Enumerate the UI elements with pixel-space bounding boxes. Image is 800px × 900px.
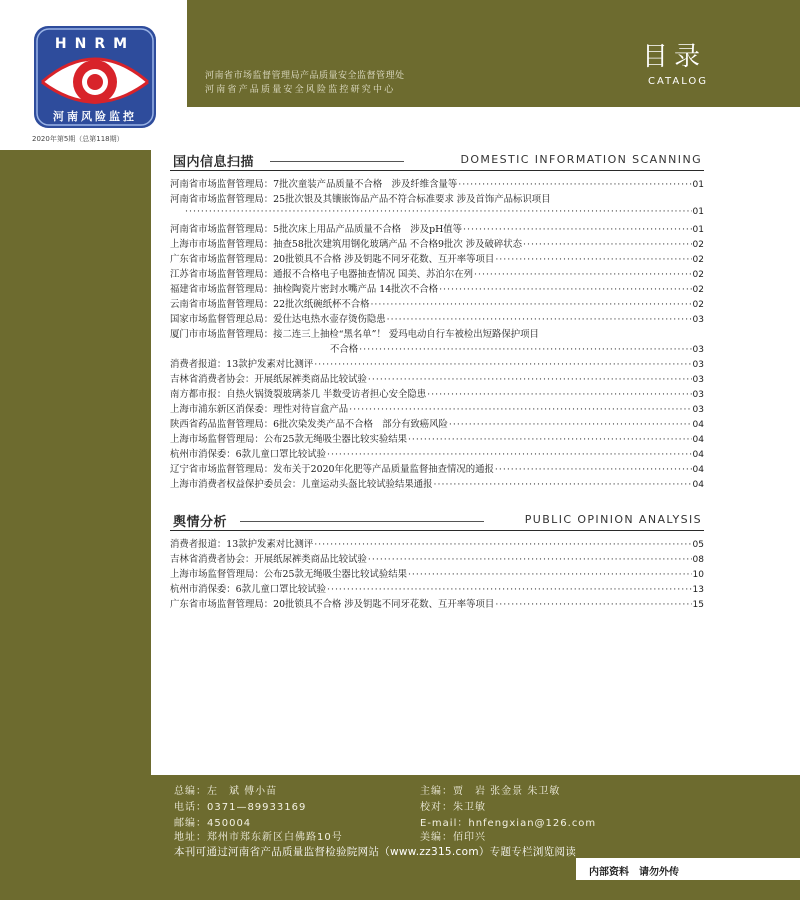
toc-entry-source: 福建省市场监督管理局： [170, 284, 274, 295]
toc-entry-title: 20批锁具不合格 涉及钥匙不同牙花数、互开率等项目 [273, 254, 495, 265]
section-title-cn: 国内信息扫描 [173, 155, 255, 170]
leader-dots [495, 599, 691, 610]
toc-entry-source: 南方都市报： [170, 389, 227, 400]
toc-entry-page: 04 [692, 465, 704, 475]
toc-list-domestic [170, 176, 704, 491]
issue-number: 2020年第5期（总第118期） [32, 135, 124, 143]
leader-dots [449, 419, 692, 430]
editor-in-chief: 总编：左 斌 傅小苗 [174, 786, 278, 797]
toc-entry-page: 02 [692, 240, 704, 250]
toc-entry-page: 03 [692, 390, 704, 400]
toc-entry-page: 02 [692, 300, 704, 310]
leader-dots [359, 344, 691, 355]
toc-entry-source: 陕西省药品监督管理局： [170, 419, 274, 430]
leader-dots [370, 299, 691, 310]
leader-dots [314, 359, 691, 370]
section-opinion [170, 510, 704, 611]
toc-entry-title: 自热火锅烫裂玻璃茶几 半数受访者担心安全隐患 [226, 389, 427, 400]
toc-entry-title: 爱仕达电热水壶存烫伤隐患 [273, 314, 386, 325]
internal-notice: 内部资料 请勿外传 [589, 867, 679, 878]
leader-dots [349, 404, 691, 415]
toc-entry-title: 儿童运动头盔比较试验结果通报 [301, 479, 433, 490]
toc-entry-title: 6批次染发类产品不合格 部分有致癌风险 [273, 419, 448, 430]
toc-entry-title: 13款护发素对比测评 [226, 359, 314, 370]
section-header [170, 510, 704, 532]
section-rule [170, 170, 704, 171]
toc-entry-page: 13 [692, 585, 704, 595]
toc-entry-source: 吉林省消费者协会： [170, 374, 255, 385]
toc-entry[interactable] [170, 251, 704, 266]
toc-list-opinion [170, 536, 704, 611]
toc-entry-page: 02 [692, 255, 704, 265]
toc-entry[interactable] [170, 476, 704, 491]
toc-entry-title: 抽检陶瓷片密封水嘴产品 14批次不合格 [273, 284, 439, 295]
leader-dots [387, 314, 692, 325]
toc-entry-source: 国家市场监督管理总局： [170, 314, 274, 325]
leader-dots [495, 254, 691, 265]
leader-dots [495, 464, 692, 475]
toc-entry-page: 04 [692, 420, 704, 430]
leader-dots [463, 224, 692, 235]
toc-entry-source: 杭州市消保委： [170, 449, 236, 460]
postcode: 邮编：450004 [174, 818, 252, 829]
toc-entry[interactable] [170, 296, 704, 311]
toc-entry-title: 7批次童装产品质量不合格 涉及纤维含量等 [273, 179, 458, 190]
toc-entry-page: 03 [692, 315, 704, 325]
toc-entry-title: 不合格 [330, 344, 359, 355]
leader-dots [327, 584, 692, 595]
toc-entry-page: 03 [692, 345, 704, 355]
section-rule [170, 530, 704, 531]
toc-entry[interactable] [170, 551, 704, 566]
toc-entry[interactable] [170, 431, 704, 446]
website-note: 本刊可通过河南省产品质量监督检验院网站（www.zz315.com）专题专栏浏览阅读 [174, 846, 577, 858]
toc-entry-title: 13款护发素对比测评 [226, 539, 314, 550]
leader-dots [408, 434, 692, 445]
toc-entry[interactable] [170, 206, 704, 221]
designer: 美编：佰印兴 [420, 832, 486, 843]
proofreader: 校对：朱卫敏 [420, 802, 486, 813]
toc-entry[interactable] [170, 446, 704, 461]
left-sidebar-strip [0, 150, 151, 775]
logo-text: 河南风险监控 [53, 110, 137, 123]
toc-entry-source: 云南省市场监督管理局： [170, 299, 274, 310]
toc-entry-title: 接二连三上抽检“黑名单”！ 爱玛电动自行车被检出短路保护项目 [273, 329, 539, 340]
leader-dots [523, 239, 692, 250]
toc-entry-title: 公布25款无绳吸尘器比较实验结果 [263, 434, 407, 445]
toc-entry-source: 上海市场监督管理局： [170, 434, 264, 445]
toc-entry-title: 开展纸尿裤类商品比较试验 [254, 554, 367, 565]
leader-dots [368, 374, 692, 385]
leader-dots [458, 179, 691, 190]
section-divider [240, 521, 484, 522]
toc-entry-page: 01 [692, 180, 704, 190]
toc-entry-title: 发布关于2020年化肥等产品质量监督抽查情况的通报 [273, 464, 494, 475]
toc-entry[interactable] [170, 461, 704, 476]
org-line-1: 河南省市场监督管理局产品质量安全监督管理处 [205, 71, 405, 81]
toc-entry-source: 杭州市消保委： [170, 584, 236, 595]
toc-entry-page: 05 [692, 540, 704, 550]
toc-entry-title: 6款儿童口罩比较试验 [235, 584, 326, 595]
toc-entry[interactable] [170, 221, 704, 236]
toc-entry-page: 02 [692, 285, 704, 295]
toc-entry[interactable] [170, 281, 704, 296]
toc-entry-source: 上海市浦东新区消保委： [170, 404, 274, 415]
section-title-en: DOMESTIC INFORMATION SCANNING [456, 153, 702, 166]
toc-entry[interactable] [170, 536, 704, 551]
toc-entry-title: 抽查58批次建筑用钢化玻璃产品 不合格9批次 涉及破碎状态 [273, 239, 522, 250]
toc-entry[interactable] [170, 176, 704, 191]
toc-entry[interactable] [170, 596, 704, 611]
footer [0, 775, 800, 900]
toc-entry[interactable] [170, 416, 704, 431]
chief-editor: 主编：贾 岩 张金景 朱卫敏 [420, 786, 561, 797]
toc-entry-source: 河南省市场监督管理局： [170, 194, 274, 205]
catalog-title: 目录 [642, 42, 707, 72]
toc-entry-page: 01 [692, 225, 704, 235]
toc-entry-source: 上海市消费者权益保护委员会： [170, 479, 302, 490]
org-line-2: 河南省产品质量安全风险监控研究中心 [205, 85, 396, 95]
catalog-subtitle: CATALOG [648, 76, 709, 87]
toc-entry-page: 08 [692, 555, 704, 565]
toc-entry-title: 理性对待盲盒产品 [273, 404, 349, 415]
toc-entry-title: 开展纸尿裤类商品比较试验 [254, 374, 367, 385]
email: E-mail：hnfengxian@126.com [420, 818, 597, 829]
leader-dots [427, 389, 691, 400]
section-title-cn: 舆情分析 [173, 515, 228, 530]
section-domestic [170, 150, 704, 491]
toc-entry[interactable] [170, 191, 704, 206]
toc-entry-source: 广东省市场监督管理局： [170, 254, 274, 265]
section-title-en: PUBLIC OPINION ANALYSIS [521, 513, 702, 526]
leader-dots [434, 479, 692, 490]
toc-entry[interactable] [170, 371, 704, 386]
toc-entry[interactable] [170, 386, 704, 401]
toc-entry-title: 公布25款无绳吸尘器比较试验结果 [263, 569, 407, 580]
leader-dots [408, 569, 692, 580]
toc-entry-source: 河南省市场监督管理局： [170, 224, 274, 235]
toc-entry-page: 15 [692, 600, 704, 610]
leader-dots [474, 269, 692, 280]
toc-entry-title: 22批次纸碗纸杯不合格 [273, 299, 370, 310]
address: 地址：郑州市郑东新区白佛路10号 [174, 832, 343, 843]
toc-entry-source: 消费者报道： [170, 539, 227, 550]
toc-entry-page: 04 [692, 450, 704, 460]
hnrm-logo [32, 24, 158, 130]
leader-dots [185, 206, 692, 217]
toc-entry-page: 02 [692, 270, 704, 280]
toc-entry-source: 辽宁省市场监督管理局： [170, 464, 274, 475]
toc-entry-source: 江苏省市场监督管理局： [170, 269, 274, 280]
toc-entry-title: 通报不合格电子电器抽查情况 国美、苏泊尔在列 [273, 269, 473, 280]
toc-entry[interactable] [170, 326, 704, 341]
toc-entry[interactable] [170, 581, 704, 596]
toc-entry-title: 25批次银及其镶嵌饰品产品不符合标准要求 涉及首饰产品标识项目 [273, 194, 551, 205]
toc-entry[interactable] [170, 236, 704, 251]
leader-dots [327, 449, 692, 460]
toc-entry-title: 6款儿童口罩比较试验 [235, 449, 326, 460]
logo-letters: HNRM [54, 36, 136, 52]
toc-entry-source: 上海市场监督管理局： [170, 569, 264, 580]
section-header [170, 150, 704, 172]
toc-entry-page: 04 [692, 435, 704, 445]
toc-entry[interactable] [170, 401, 704, 416]
phone: 电话：0371—89933169 [174, 802, 307, 813]
toc-entry-source: 消费者报道： [170, 359, 227, 370]
toc-entry-title: 20批锁具不合格 涉及钥匙不同牙花数、互开率等项目 [273, 599, 495, 610]
toc-entry[interactable] [170, 341, 704, 356]
section-divider [270, 161, 404, 162]
toc-entry-source: 广东省市场监督管理局： [170, 599, 274, 610]
toc-entry-page: 10 [692, 570, 704, 580]
leader-dots [439, 284, 691, 295]
toc-entry-page: 03 [692, 375, 704, 385]
leader-dots [314, 539, 691, 550]
leader-dots [368, 554, 692, 565]
toc-entry-source: 上海市市场监督管理局： [170, 239, 274, 250]
toc-entry-title: 5批次床上用品产品质量不合格 涉及pH值等 [273, 224, 463, 235]
toc-entry-page: 04 [692, 480, 704, 490]
toc-entry-page: 03 [692, 360, 704, 370]
toc-entry-source: 吉林省消费者协会： [170, 554, 255, 565]
toc-entry-page: 03 [692, 405, 704, 415]
toc-entry[interactable] [170, 266, 704, 281]
toc-entry[interactable] [170, 356, 704, 371]
toc-entry-source: 河南省市场监督管理局： [170, 179, 274, 190]
toc-entry[interactable] [170, 566, 704, 581]
toc-entry[interactable] [170, 311, 704, 326]
toc-entry-source: 厦门市市场监督管理局： [170, 329, 274, 340]
toc-entry-page: 01 [692, 207, 704, 217]
